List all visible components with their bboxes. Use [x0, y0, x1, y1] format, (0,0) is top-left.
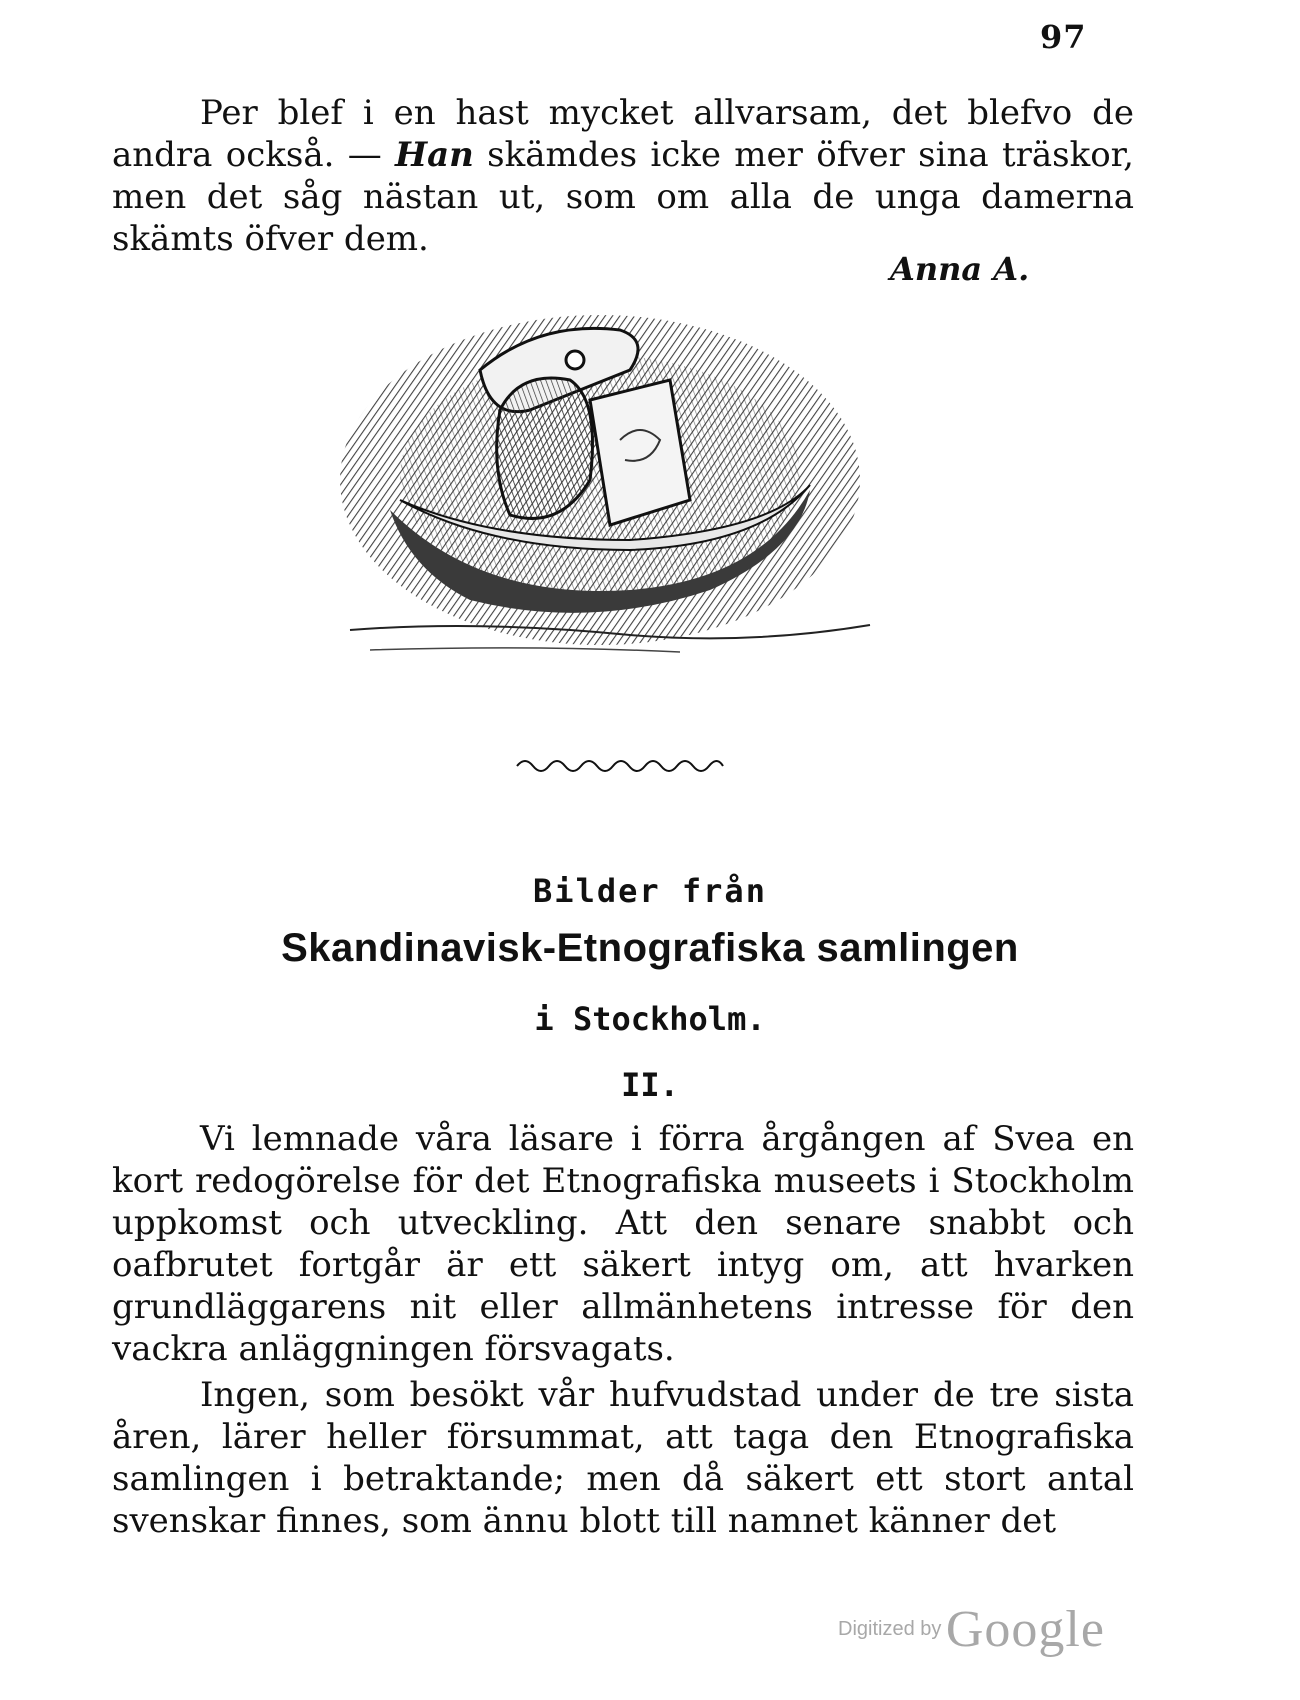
ornamental-divider — [515, 752, 725, 776]
section-number: II. — [621, 1066, 679, 1104]
digitized-by-label: Digitized by — [838, 1618, 942, 1640]
page-number: 97 — [1040, 18, 1087, 56]
digitized-watermark — [838, 1600, 1105, 1659]
closing-paragraph — [112, 92, 1134, 260]
closing-paragraph-rest: skämdes icke mer öfver sina träskor, men det såg nästan ut, som om alla de unga damerna skämts öfver dem. — [112, 135, 1134, 259]
article-title: Skandinavisk-Etnografiska samlingen — [281, 926, 1019, 970]
heading-post: i Stockholm. — [534, 1000, 766, 1038]
closing-paragraph-lead: Per blef i en hast mycket allvarsam, det blefvo de andra också. — — [112, 93, 1134, 175]
emphasized-word: Han — [395, 135, 474, 175]
google-logo: Google — [945, 1601, 1105, 1658]
body-paragraph-1 — [112, 1118, 1134, 1370]
body-paragraph-2 — [112, 1374, 1134, 1542]
author-signature: Anna A. — [890, 250, 1030, 288]
heading-pre: Bilder från — [533, 872, 767, 910]
body-paragraph-1-text: Vi lemnade våra läsare i förra årgången af Svea en kort redogörelse för det Etnografiska museets i Stockholm uppkomst och utveckling. Att den senare snabbt och oafbrutet fortgår är ett säkert intyg om, att hvarken grundläggarens nit eller allmänhetens intresse för den vackra anläggningen försvagats. — [112, 1119, 1134, 1369]
body-paragraph-2-text: Ingen, som besökt vår hufvudstad under de tre sista åren, lärer heller försummat, att taga den Etnografiska samlingen i betraktande; men då säkert ett stort antal svenskar finnes, som ännu blott till namnet känner det — [112, 1375, 1134, 1541]
clog-engraving-illustration — [330, 300, 890, 680]
